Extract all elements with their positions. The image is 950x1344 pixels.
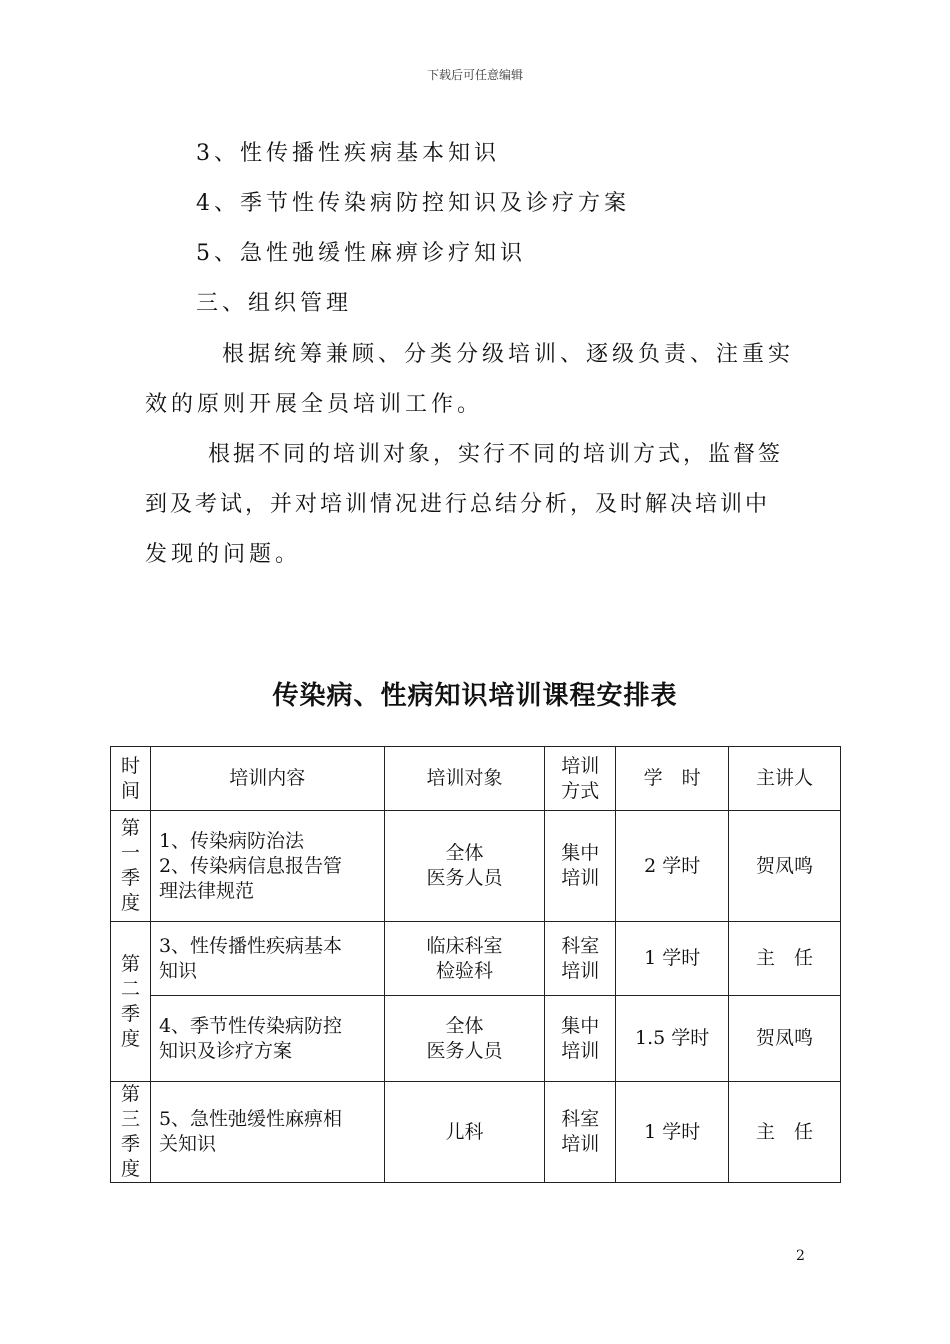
table-row bbox=[111, 996, 841, 1082]
body-line: 到及考试，并对培训情况进行总结分析，及时解决培训中 bbox=[145, 492, 771, 517]
body-line: 根据统筹兼顾、分类分级培训、逐级负责、注重实 bbox=[222, 342, 795, 367]
page-header: 下载后可任意编辑 bbox=[426, 68, 523, 82]
hours-cell: 2 学时 bbox=[616, 811, 729, 922]
lecturer-cell: 贺凤鸣 bbox=[729, 811, 841, 922]
hours-cell: 1 学时 bbox=[616, 1082, 729, 1183]
header-hours: 学 时 bbox=[616, 747, 729, 811]
body-line: 4、季节性传染病防控知识及诊疗方案 bbox=[196, 191, 630, 216]
header-method: 培训 方式 bbox=[545, 747, 616, 811]
body-line: 5、急性弛缓性麻痹诊疗知识 bbox=[196, 241, 526, 266]
quarter-cell: 第 二 季 度 bbox=[111, 922, 151, 1082]
hours-cell: 1.5 学时 bbox=[616, 996, 729, 1082]
header-target: 培训对象 bbox=[384, 747, 545, 811]
schedule-table bbox=[110, 746, 841, 1183]
section-heading: 三、组织管理 bbox=[196, 291, 353, 316]
lecturer-cell: 主 任 bbox=[729, 1082, 841, 1183]
lecturer-cell: 贺凤鸣 bbox=[729, 996, 841, 1082]
body-line: 发现的问题。 bbox=[145, 542, 302, 567]
target-cell: 全体 医务人员 bbox=[384, 996, 545, 1082]
quarter-cell: 第 一 季 度 bbox=[111, 811, 151, 922]
body-line: 3、性传播性疾病基本知识 bbox=[196, 141, 500, 166]
target-cell: 全体 医务人员 bbox=[384, 811, 545, 922]
page-number: 2 bbox=[796, 1248, 805, 1264]
method-cell: 科室 培训 bbox=[545, 1082, 616, 1183]
table-row bbox=[111, 922, 841, 996]
content-cell: 5、急性弛缓性麻痹相 关知识 bbox=[150, 1082, 384, 1183]
body-line: 效的原则开展全员培训工作。 bbox=[145, 392, 484, 417]
body-line: 根据不同的培训对象，实行不同的培训方式，监督签 bbox=[208, 442, 784, 467]
content-cell: 3、性传播性疾病基本 知识 bbox=[150, 922, 384, 996]
method-cell: 集中 培训 bbox=[545, 811, 616, 922]
content-cell: 4、季节性传染病防控 知识及诊疗方案 bbox=[150, 996, 384, 1082]
method-cell: 科室 培训 bbox=[545, 922, 616, 996]
method-cell: 集中 培训 bbox=[545, 996, 616, 1082]
header-time: 时 间 bbox=[111, 747, 151, 811]
header-content: 培训内容 bbox=[150, 747, 384, 811]
table-row bbox=[111, 1082, 841, 1183]
content-cell: 1、传染病防治法 2、传染病信息报告管 理法律规范 bbox=[150, 811, 384, 922]
table-title: 传染病、性病知识培训课程安排表 bbox=[272, 681, 678, 711]
table-header-row bbox=[111, 747, 841, 811]
table-row bbox=[111, 811, 841, 922]
hours-cell: 1 学时 bbox=[616, 922, 729, 996]
quarter-cell: 第 三 季 度 bbox=[111, 1082, 151, 1183]
target-cell: 临床科室 检验科 bbox=[384, 922, 545, 996]
header-lecturer: 主讲人 bbox=[729, 747, 841, 811]
lecturer-cell: 主 任 bbox=[729, 922, 841, 996]
target-cell: 儿科 bbox=[384, 1082, 545, 1183]
